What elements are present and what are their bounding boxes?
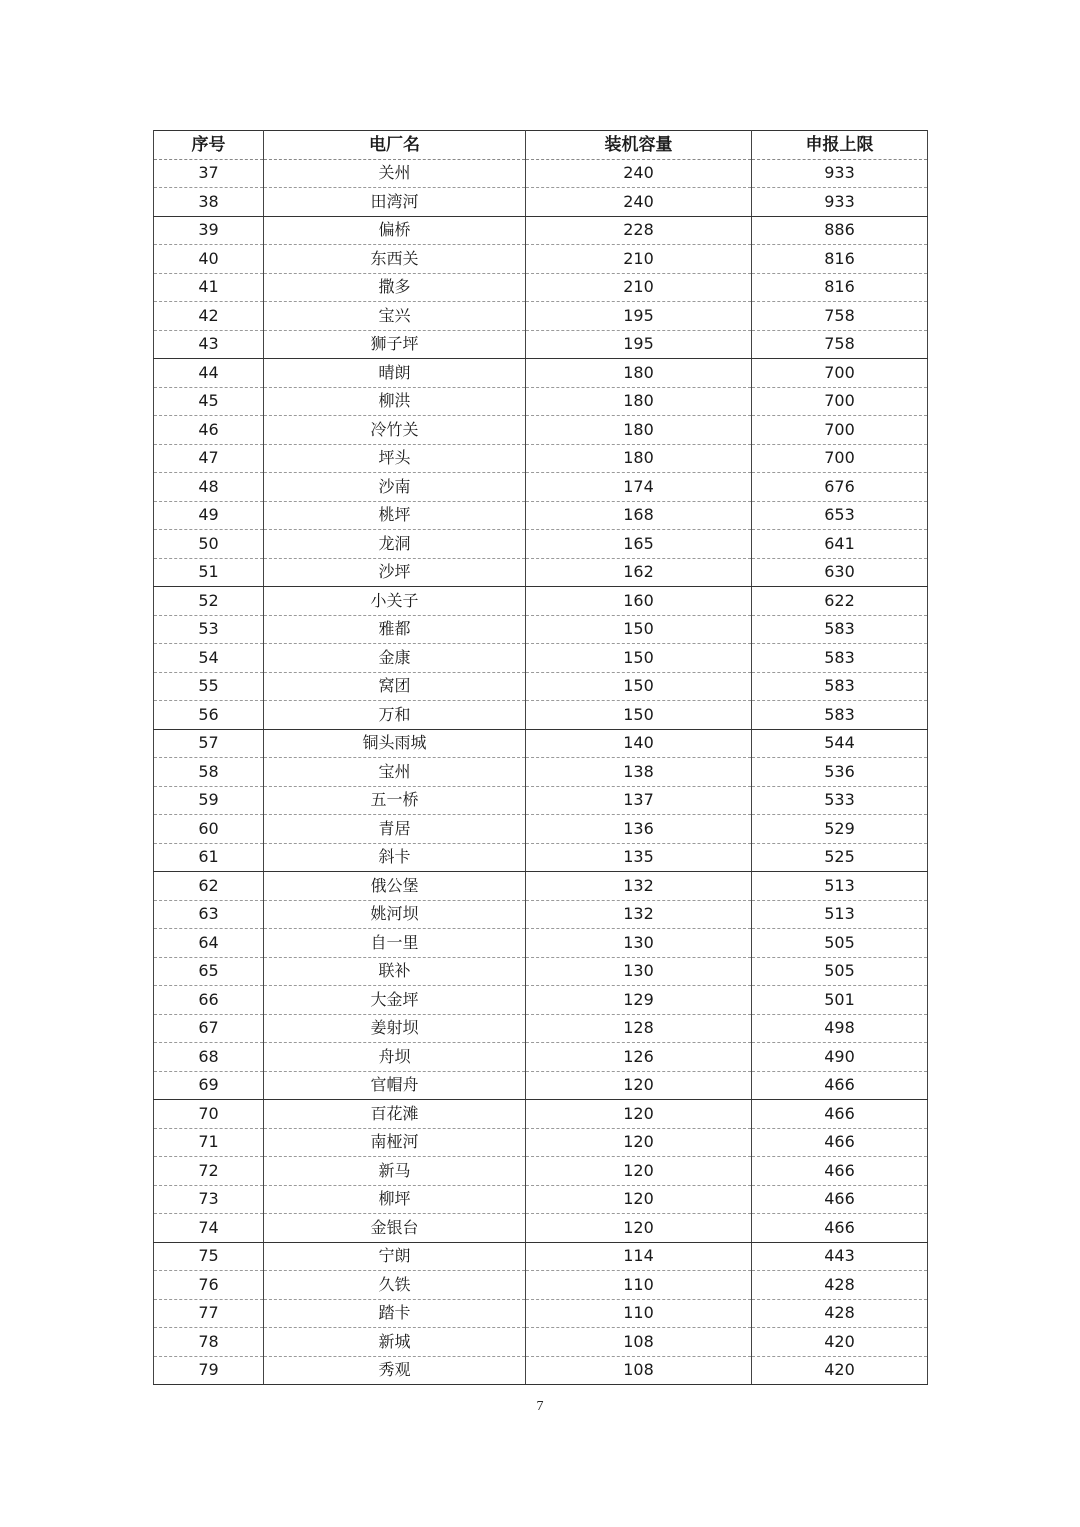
cell-plant-name: 沙南: [264, 473, 526, 502]
cell-serial-number: 63: [154, 900, 264, 929]
cell-installed-capacity: 140: [526, 729, 752, 758]
cell-declaration-limit: 466: [752, 1128, 928, 1157]
cell-installed-capacity: 210: [526, 273, 752, 302]
cell-plant-name: 小关子: [264, 587, 526, 616]
cell-plant-name: 俄公堡: [264, 872, 526, 901]
table-row: [154, 387, 928, 416]
cell-plant-name: 柳洪: [264, 387, 526, 416]
cell-plant-name: 撒多: [264, 273, 526, 302]
cell-installed-capacity: 162: [526, 558, 752, 587]
cell-plant-name: 宁朗: [264, 1242, 526, 1271]
table-row: [154, 872, 928, 901]
cell-serial-number: 76: [154, 1271, 264, 1300]
cell-installed-capacity: 108: [526, 1356, 752, 1385]
cell-serial-number: 70: [154, 1100, 264, 1129]
table-row: [154, 587, 928, 616]
cell-plant-name: 柳坪: [264, 1185, 526, 1214]
cell-declaration-limit: 583: [752, 672, 928, 701]
table-row: [154, 1356, 928, 1385]
cell-plant-name: 官帽舟: [264, 1071, 526, 1100]
cell-serial-number: 58: [154, 758, 264, 787]
cell-installed-capacity: 150: [526, 644, 752, 673]
cell-serial-number: 41: [154, 273, 264, 302]
table-row: [154, 957, 928, 986]
cell-installed-capacity: 195: [526, 302, 752, 331]
cell-plant-name: 晴朗: [264, 359, 526, 388]
cell-plant-name: 秀观: [264, 1356, 526, 1385]
cell-serial-number: 42: [154, 302, 264, 331]
header-installed-capacity: 装机容量: [526, 131, 752, 160]
cell-declaration-limit: 466: [752, 1185, 928, 1214]
table-row: [154, 1128, 928, 1157]
table-row: [154, 1157, 928, 1186]
cell-serial-number: 56: [154, 701, 264, 730]
table-row: [154, 900, 928, 929]
table-row: [154, 1214, 928, 1243]
cell-plant-name: 田湾河: [264, 188, 526, 217]
table-row: [154, 473, 928, 502]
cell-installed-capacity: 174: [526, 473, 752, 502]
table-row: [154, 245, 928, 274]
cell-declaration-limit: 501: [752, 986, 928, 1015]
cell-plant-name: 万和: [264, 701, 526, 730]
cell-serial-number: 39: [154, 216, 264, 245]
cell-declaration-limit: 466: [752, 1100, 928, 1129]
cell-plant-name: 久铁: [264, 1271, 526, 1300]
table-row: [154, 929, 928, 958]
table-row: [154, 986, 928, 1015]
cell-installed-capacity: 240: [526, 188, 752, 217]
cell-declaration-limit: 758: [752, 302, 928, 331]
cell-serial-number: 69: [154, 1071, 264, 1100]
cell-declaration-limit: 583: [752, 615, 928, 644]
cell-plant-name: 宝州: [264, 758, 526, 787]
table-row: [154, 302, 928, 331]
cell-serial-number: 43: [154, 330, 264, 359]
cell-serial-number: 60: [154, 815, 264, 844]
cell-serial-number: 79: [154, 1356, 264, 1385]
cell-installed-capacity: 120: [526, 1128, 752, 1157]
cell-installed-capacity: 180: [526, 416, 752, 445]
cell-installed-capacity: 150: [526, 615, 752, 644]
table-row: [154, 672, 928, 701]
cell-installed-capacity: 130: [526, 929, 752, 958]
table-body: [154, 159, 928, 1385]
cell-declaration-limit: 622: [752, 587, 928, 616]
cell-installed-capacity: 126: [526, 1043, 752, 1072]
cell-plant-name: 桃坪: [264, 501, 526, 530]
cell-plant-name: 五一桥: [264, 786, 526, 815]
cell-plant-name: 新城: [264, 1328, 526, 1357]
cell-installed-capacity: 180: [526, 387, 752, 416]
cell-plant-name: 姜射坝: [264, 1014, 526, 1043]
cell-installed-capacity: 138: [526, 758, 752, 787]
table-row: [154, 273, 928, 302]
cell-plant-name: 宝兴: [264, 302, 526, 331]
cell-serial-number: 44: [154, 359, 264, 388]
table-row: [154, 444, 928, 473]
cell-plant-name: 新马: [264, 1157, 526, 1186]
table-row: [154, 216, 928, 245]
cell-installed-capacity: 132: [526, 872, 752, 901]
cell-declaration-limit: 816: [752, 245, 928, 274]
header-serial-number: 序号: [154, 131, 264, 160]
table-row: [154, 729, 928, 758]
cell-installed-capacity: 120: [526, 1071, 752, 1100]
cell-plant-name: 金康: [264, 644, 526, 673]
cell-plant-name: 狮子坪: [264, 330, 526, 359]
table-row: [154, 330, 928, 359]
cell-serial-number: 48: [154, 473, 264, 502]
cell-plant-name: 大金坪: [264, 986, 526, 1015]
cell-installed-capacity: 136: [526, 815, 752, 844]
cell-serial-number: 54: [154, 644, 264, 673]
cell-declaration-limit: 428: [752, 1271, 928, 1300]
cell-serial-number: 45: [154, 387, 264, 416]
cell-declaration-limit: 505: [752, 957, 928, 986]
cell-serial-number: 52: [154, 587, 264, 616]
cell-declaration-limit: 466: [752, 1157, 928, 1186]
cell-serial-number: 67: [154, 1014, 264, 1043]
cell-plant-name: 姚河坝: [264, 900, 526, 929]
cell-plant-name: 舟坝: [264, 1043, 526, 1072]
table-row: [154, 501, 928, 530]
header-row: [154, 131, 928, 160]
cell-serial-number: 66: [154, 986, 264, 1015]
table-row: [154, 1071, 928, 1100]
cell-declaration-limit: 700: [752, 416, 928, 445]
cell-plant-name: 联补: [264, 957, 526, 986]
cell-declaration-limit: 544: [752, 729, 928, 758]
table-row: [154, 786, 928, 815]
table-header: [154, 131, 928, 160]
cell-declaration-limit: 700: [752, 387, 928, 416]
cell-serial-number: 59: [154, 786, 264, 815]
cell-declaration-limit: 583: [752, 701, 928, 730]
cell-declaration-limit: 700: [752, 359, 928, 388]
table-row: [154, 815, 928, 844]
cell-declaration-limit: 676: [752, 473, 928, 502]
cell-installed-capacity: 137: [526, 786, 752, 815]
cell-installed-capacity: 120: [526, 1157, 752, 1186]
cell-declaration-limit: 933: [752, 159, 928, 188]
table-row: [154, 1185, 928, 1214]
cell-plant-name: 龙洞: [264, 530, 526, 559]
table-row: [154, 159, 928, 188]
table-row: [154, 530, 928, 559]
cell-installed-capacity: 110: [526, 1271, 752, 1300]
cell-serial-number: 47: [154, 444, 264, 473]
cell-plant-name: 偏桥: [264, 216, 526, 245]
table-row: [154, 188, 928, 217]
cell-declaration-limit: 886: [752, 216, 928, 245]
table-row: [154, 416, 928, 445]
table-row: [154, 1328, 928, 1357]
cell-installed-capacity: 165: [526, 530, 752, 559]
cell-plant-name: 铜头雨城: [264, 729, 526, 758]
table-row: [154, 1014, 928, 1043]
cell-installed-capacity: 195: [526, 330, 752, 359]
cell-installed-capacity: 135: [526, 843, 752, 872]
cell-serial-number: 78: [154, 1328, 264, 1357]
cell-installed-capacity: 240: [526, 159, 752, 188]
table-row: [154, 1100, 928, 1129]
cell-declaration-limit: 525: [752, 843, 928, 872]
table-row: [154, 1299, 928, 1328]
cell-plant-name: 窝团: [264, 672, 526, 701]
table-row: [154, 701, 928, 730]
cell-installed-capacity: 168: [526, 501, 752, 530]
power-plant-table: [153, 130, 928, 1385]
cell-declaration-limit: 630: [752, 558, 928, 587]
cell-plant-name: 沙坪: [264, 558, 526, 587]
cell-plant-name: 斜卡: [264, 843, 526, 872]
cell-declaration-limit: 513: [752, 900, 928, 929]
cell-declaration-limit: 490: [752, 1043, 928, 1072]
cell-declaration-limit: 653: [752, 501, 928, 530]
cell-plant-name: 金银台: [264, 1214, 526, 1243]
cell-plant-name: 南桠河: [264, 1128, 526, 1157]
cell-installed-capacity: 210: [526, 245, 752, 274]
cell-installed-capacity: 120: [526, 1100, 752, 1129]
cell-installed-capacity: 130: [526, 957, 752, 986]
cell-installed-capacity: 110: [526, 1299, 752, 1328]
cell-declaration-limit: 816: [752, 273, 928, 302]
cell-plant-name: 青居: [264, 815, 526, 844]
cell-serial-number: 74: [154, 1214, 264, 1243]
cell-declaration-limit: 758: [752, 330, 928, 359]
cell-serial-number: 49: [154, 501, 264, 530]
cell-installed-capacity: 180: [526, 444, 752, 473]
cell-declaration-limit: 700: [752, 444, 928, 473]
cell-declaration-limit: 420: [752, 1356, 928, 1385]
header-plant-name: 电厂名: [264, 131, 526, 160]
cell-declaration-limit: 529: [752, 815, 928, 844]
cell-plant-name: 坪头: [264, 444, 526, 473]
cell-installed-capacity: 180: [526, 359, 752, 388]
cell-serial-number: 64: [154, 929, 264, 958]
cell-serial-number: 51: [154, 558, 264, 587]
cell-installed-capacity: 114: [526, 1242, 752, 1271]
cell-serial-number: 40: [154, 245, 264, 274]
cell-declaration-limit: 498: [752, 1014, 928, 1043]
cell-installed-capacity: 108: [526, 1328, 752, 1357]
cell-serial-number: 38: [154, 188, 264, 217]
cell-declaration-limit: 420: [752, 1328, 928, 1357]
page-number: 7: [536, 1399, 544, 1414]
cell-declaration-limit: 466: [752, 1071, 928, 1100]
table-row: [154, 758, 928, 787]
cell-serial-number: 46: [154, 416, 264, 445]
cell-plant-name: 踏卡: [264, 1299, 526, 1328]
table-row: [154, 1242, 928, 1271]
cell-installed-capacity: 132: [526, 900, 752, 929]
cell-serial-number: 62: [154, 872, 264, 901]
header-declaration-limit: 申报上限: [752, 131, 928, 160]
cell-installed-capacity: 150: [526, 672, 752, 701]
cell-declaration-limit: 641: [752, 530, 928, 559]
cell-serial-number: 37: [154, 159, 264, 188]
cell-declaration-limit: 536: [752, 758, 928, 787]
cell-installed-capacity: 160: [526, 587, 752, 616]
table-row: [154, 359, 928, 388]
cell-declaration-limit: 933: [752, 188, 928, 217]
cell-declaration-limit: 505: [752, 929, 928, 958]
cell-serial-number: 72: [154, 1157, 264, 1186]
cell-plant-name: 百花滩: [264, 1100, 526, 1129]
cell-installed-capacity: 120: [526, 1214, 752, 1243]
cell-serial-number: 77: [154, 1299, 264, 1328]
cell-declaration-limit: 466: [752, 1214, 928, 1243]
cell-serial-number: 68: [154, 1043, 264, 1072]
table-row: [154, 644, 928, 673]
cell-installed-capacity: 129: [526, 986, 752, 1015]
cell-serial-number: 53: [154, 615, 264, 644]
cell-installed-capacity: 150: [526, 701, 752, 730]
cell-plant-name: 关州: [264, 159, 526, 188]
cell-serial-number: 61: [154, 843, 264, 872]
table-row: [154, 1043, 928, 1072]
table-row: [154, 1271, 928, 1300]
cell-serial-number: 75: [154, 1242, 264, 1271]
cell-serial-number: 73: [154, 1185, 264, 1214]
cell-serial-number: 71: [154, 1128, 264, 1157]
table-row: [154, 615, 928, 644]
cell-declaration-limit: 428: [752, 1299, 928, 1328]
cell-serial-number: 57: [154, 729, 264, 758]
cell-serial-number: 55: [154, 672, 264, 701]
table-row: [154, 558, 928, 587]
cell-serial-number: 65: [154, 957, 264, 986]
cell-declaration-limit: 513: [752, 872, 928, 901]
cell-declaration-limit: 533: [752, 786, 928, 815]
cell-declaration-limit: 583: [752, 644, 928, 673]
cell-plant-name: 雅都: [264, 615, 526, 644]
table-row: [154, 843, 928, 872]
cell-serial-number: 50: [154, 530, 264, 559]
cell-plant-name: 东西关: [264, 245, 526, 274]
cell-installed-capacity: 128: [526, 1014, 752, 1043]
cell-plant-name: 自一里: [264, 929, 526, 958]
cell-installed-capacity: 120: [526, 1185, 752, 1214]
cell-declaration-limit: 443: [752, 1242, 928, 1271]
cell-installed-capacity: 228: [526, 216, 752, 245]
cell-plant-name: 冷竹关: [264, 416, 526, 445]
